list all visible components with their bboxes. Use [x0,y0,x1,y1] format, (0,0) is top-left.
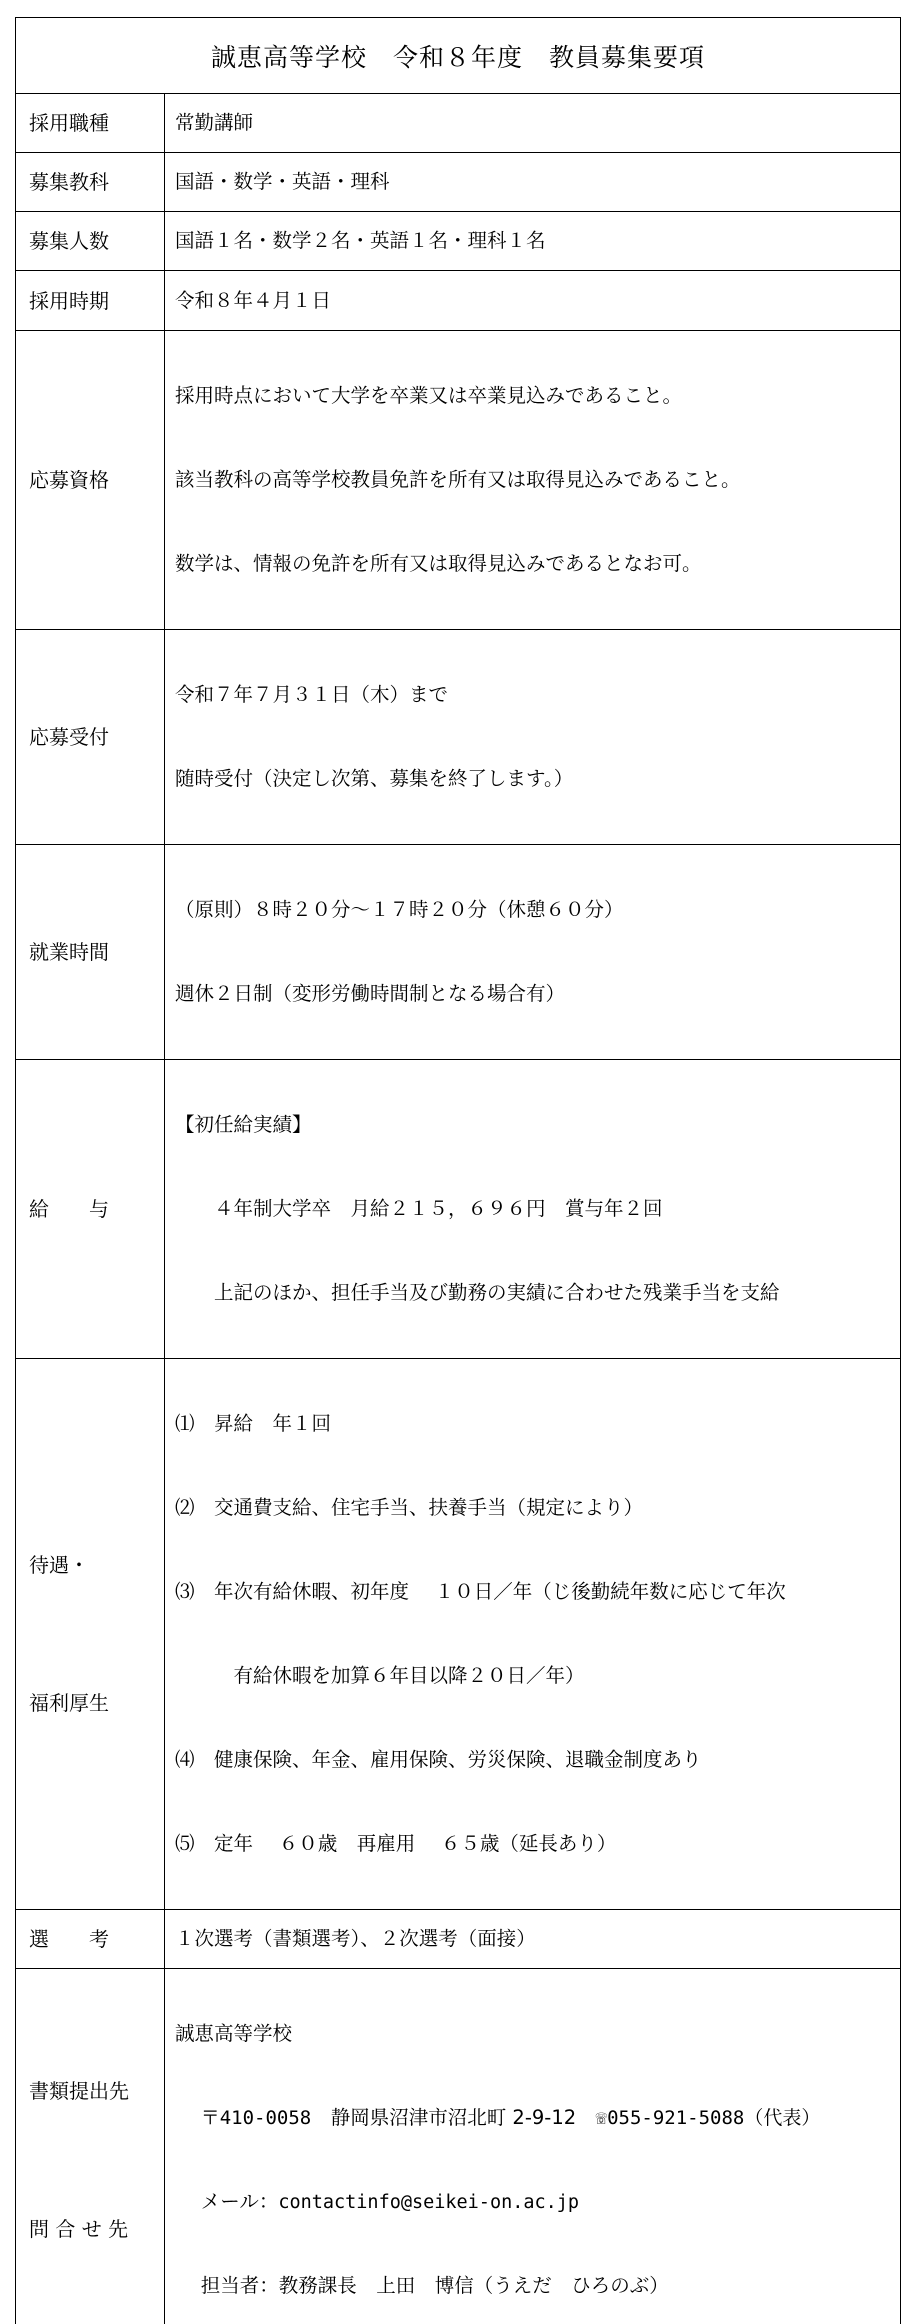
value-subjects: 国語・数学・英語・理科 [165,153,901,212]
salary-line: 上記のほか、担任手当及び勤務の実績に合わせた残業手当を支給 [175,1274,900,1312]
row-contact [16,1969,901,2324]
contact-person-label: 担当者： [201,2274,279,2297]
contact-phone: ☏055-921-5088（代表） [596,2107,821,2129]
hours-line: 週休２日制（変形労働時間制となる場合有） [175,975,900,1013]
contact-school: 誠恵高等学校 [175,2015,900,2053]
label-openings: 募集人数 [16,212,165,271]
label-benefits-line: 福利厚生 [29,1680,164,1726]
row-benefits [16,1359,901,1910]
value-openings: 国語１名・数学２名・英語１名・理科１名 [165,212,901,271]
qualification-line: 該当教科の高等学校教員免許を所有又は取得見込みであること。 [175,461,900,499]
value-application [165,630,901,845]
label-contact-line: 問 合 せ 先 [29,2206,164,2252]
contact-address-line [175,2099,900,2137]
label-hours: 就業時間 [16,845,165,1060]
row-hours [16,845,901,1060]
row-start [16,271,901,331]
benefit-line: ⑸ 定年 ６０歳 再雇用 ６５歳（延長あり） [175,1825,900,1863]
value-hours [165,845,901,1060]
benefit-line: 有給休暇を加算６年目以降２０日／年） [175,1657,900,1695]
label-subjects: 募集教科 [16,153,165,212]
salary-line: ４年制大学卒 月給２１５，６９６円 賞与年２回 [175,1190,900,1228]
contact-postal: 〒410-0058 [201,2107,312,2129]
value-benefits [165,1359,901,1910]
label-application: 応募受付 [16,630,165,845]
label-benefits [16,1359,165,1910]
contact-mail-line [175,2183,900,2221]
contact-address: 静岡県沼津市沼北町 2-9-12 [331,2106,576,2129]
document-title: 誠恵高等学校 令和８年度 教員募集要項 [16,18,901,94]
label-start: 採用時期 [16,271,165,331]
value-qualifications [165,331,901,630]
label-benefits-line: 待遇・ [29,1542,164,1588]
qualification-line: 採用時点において大学を卒業又は卒業見込みであること。 [175,377,900,415]
label-contact-line: 書類提出先 [29,2068,164,2114]
value-selection: １次選考（書類選考）、２次選考（面接） [165,1910,901,1969]
contact-person-line [175,2267,900,2305]
contact-email-link[interactable]: contactinfo@seikei-on.ac.jp [278,2192,579,2213]
benefit-line: ⑵ 交通費支給、住宅手当、扶養手当（規定により） [175,1489,900,1527]
title-row [16,18,901,94]
contact-mail-label: メール： [201,2190,279,2213]
qualification-line: 数学は、情報の免許を所有又は取得見込みであるとなお可。 [175,545,900,583]
salary-line: 【初任給実績】 [175,1106,900,1144]
benefit-line: ⑷ 健康保険、年金、雇用保険、労災保険、退職金制度あり [175,1741,900,1779]
value-salary [165,1060,901,1359]
row-qualifications [16,331,901,630]
label-contact [16,1969,165,2324]
benefit-line: ⑶ 年次有給休暇、初年度 １０日／年（じ後勤続年数に応じて年次 [175,1573,900,1611]
row-openings [16,212,901,271]
application-line: 令和７年７月３１日（木）まで [175,676,900,714]
label-salary: 給 与 [16,1060,165,1359]
label-qualifications: 応募資格 [16,331,165,630]
row-position [16,94,901,153]
recruitment-table [15,17,901,2324]
row-selection [16,1910,901,1969]
application-line: 随時受付（決定し次第、募集を終了します。） [175,760,900,798]
contact-person: 教務課長 上田 博信（うえだ ひろのぶ） [279,2274,669,2297]
row-subjects [16,153,901,212]
hours-line: （原則）８時２０分～１７時２０分（休憩６０分） [175,891,900,929]
label-selection: 選 考 [16,1910,165,1969]
value-contact [165,1969,901,2324]
value-position: 常勤講師 [165,94,901,153]
label-position: 採用職種 [16,94,165,153]
row-salary [16,1060,901,1359]
benefit-line: ⑴ 昇給 年１回 [175,1405,900,1443]
row-application [16,630,901,845]
value-start: 令和８年４月１日 [165,271,901,331]
